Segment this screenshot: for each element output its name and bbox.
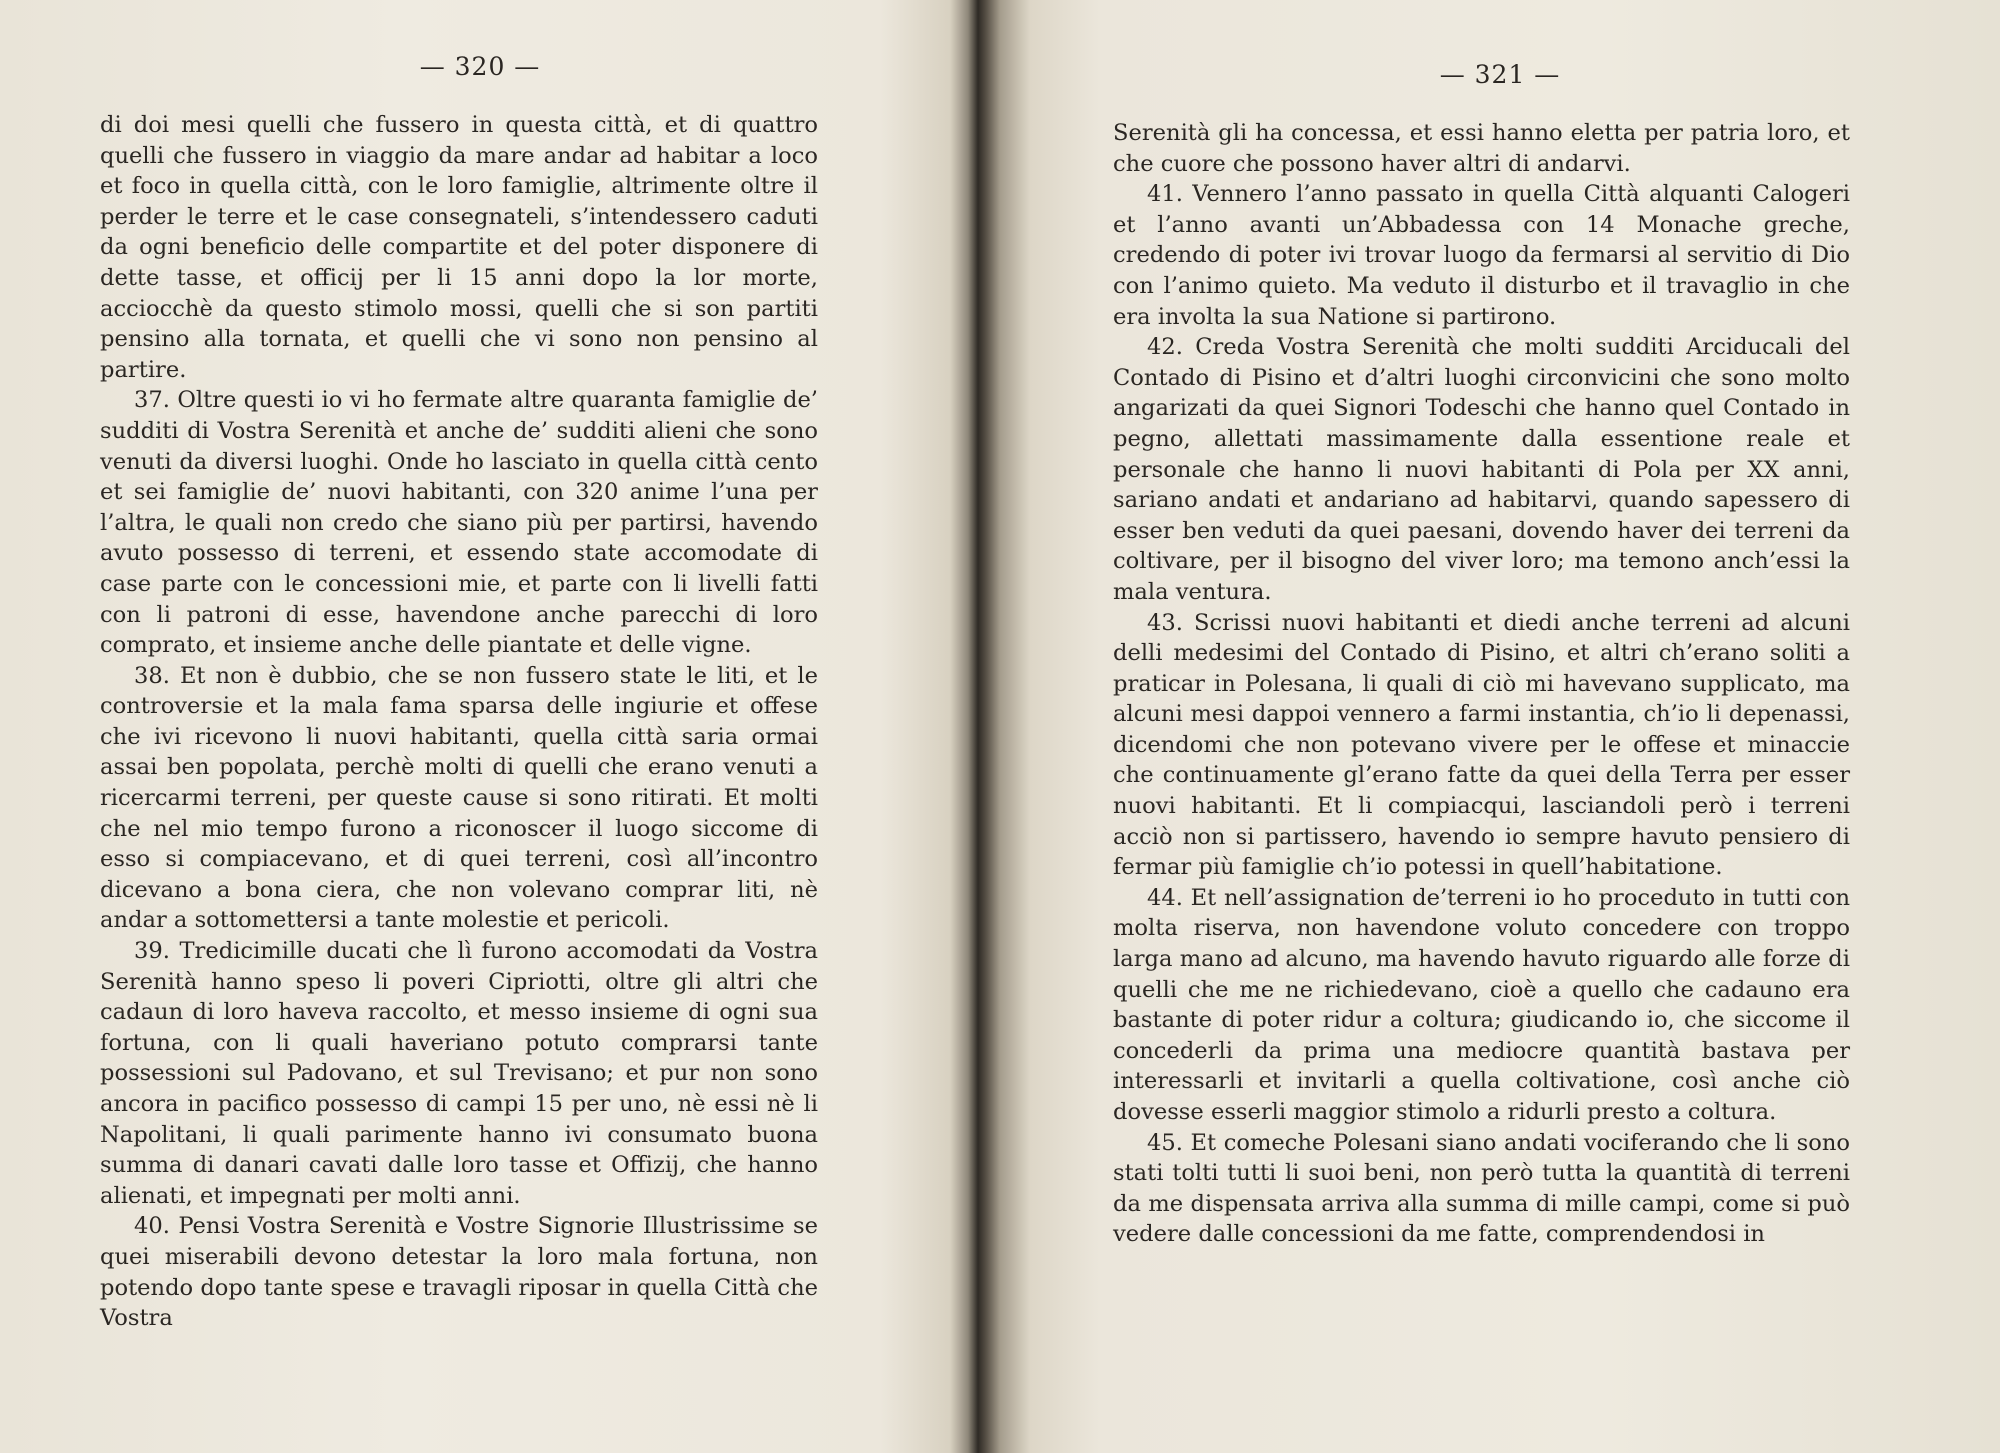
paragraph: 43. Scrissi nuovi habitanti et diedi anche terreni ad alcuni delli medesimi del Contado di Pisino, et altri ch’erano soliti a praticar in Polesana, li quali di ciò mi havevano supplicato, ma alcuni mesi dappoi vennero a farmi instantia, ch’io li depenassi, dicendomi che non potevano vivere per le offese et minaccie che continuamente gl’erano fatte da quei della Terra per esser nuovi habitanti. Et li compiacqui, lasciandoli però i terreni acciò non si partissero, havendo io sempre havuto pensiero di fermar più famiglie ch’io potessi in quell’habitatione. — [1113, 609, 1850, 881]
paragraph: 44. Et nell’assignation de’terreni io ho proceduto in tutti con molta riserva, non havendone voluto concedere con troppo larga mano ad alcuno, ma havendo havuto riguardo alle forze di quelli che me ne richiedevano, cioè a quello che cadauno era bastante di poter ridur a coltura; giudicando io, che siccome il concederli da prima una mediocre quantità bastava per interessarli et invitarli a quella coltivatione, così anche ciò dovesse esserli maggior stimolo a ridurli presto a coltura. — [1113, 884, 1850, 1125]
left-page — [0, 0, 975, 1453]
paragraph: 38. Et non è dubbio, che se non fussero state le liti, et le controversie et la mala fama sparsa delle ingiurie et offese che ivi ricevono li nuovi habitanti, quella città saria ormai assai ben popolata, perchè molti di quelli che erano venuti a ricercarmi terreni, per queste cause si sono ritirati. Et molti che nel mio tempo furono a riconoscer il luogo siccome di esso si compiacevano, et di quei terreni, così all’incontro dicevano a bona ciera, che non volevano comprar liti, nè andar a sottomettersi a tante molestie et pericoli. — [100, 662, 818, 934]
paragraph: 40. Pensi Vostra Serenità e Vostre Signorie Illustrissime se quei miserabili devono detestar la loro mala fortuna, non potendo dopo tante spese e travagli riposar in quella Città che Vostra — [100, 1213, 818, 1332]
paragraph: Serenità gli ha concessa, et essi hanno eletta per patria loro, et che cuore che possono haver altri di andarvi. — [1113, 120, 1850, 177]
page-text — [100, 110, 818, 1334]
page-number: — 320 — — [419, 52, 541, 81]
paragraph: 41. Vennero l’anno passato in quella Città alquanti Calogeri et l’anno avanti un’Abbadessa con 14 Monache greche, credendo di poter ivi trovar luogo da fermarsi al servitio di Dio con l’animo quieto. Ma veduto il disturbo et il travaglio in che era involta la sua Natione si partirono. — [1113, 181, 1850, 330]
page-text — [1113, 118, 1850, 1250]
paragraph: 45. Et comeche Polesani siano andati vociferando che li sono stati tolti tutti li suoi beni, non però tutta la quantità di terreni da me dispensata arriva alla summa di mille campi, come si può vedere dalle concessioni da me fatte, comprendendosi in — [1113, 1129, 1850, 1248]
paragraph: di doi mesi quelli che fussero in questa città, et di quattro quelli che fussero in viaggio da mare andar ad habitar a loco et foco in quella città, con le loro famiglie, altrimente oltre il perder le terre et le case consegnateli, s’intendessero caduti da ogni beneficio delle compartite et del poter disponere di dette tasse, et officij per li 15 anni dopo la lor morte, acciocchè da questo stimolo mossi, quelli che si son partiti pensino alla tornata, et quelli che vi sono non pensino al partire. — [100, 112, 818, 383]
page-number: — 321 — — [1439, 60, 1561, 89]
paragraph: 39. Tredicimille ducati che lì furono accomodati da Vostra Serenità hanno speso li poveri Cipriotti, oltre gli altri che cadaun di loro haveva raccolto, et messo insieme di ogni sua fortuna, con li quali haveriano potuto comprarsi tante possessioni sul Padovano, et sul Trevisano; et pur non sono ancora in pacifico possesso di campi 15 per uno, nè essi nè li Napolitani, li quali parimente hanno ivi consumato buona summa di danari cavati dalle loro tasse et Offizij, che hanno alienati, et impegnati per molti anni. — [100, 938, 818, 1209]
right-page — [975, 0, 2000, 1453]
paragraph: 37. Oltre questi io vi ho fermate altre quaranta famiglie de’ sudditi di Vostra Serenità et anche de’ sudditi alieni che sono venuti da diversi luoghi. Onde ho lasciato in quella città cento et sei famiglie de’ nuovi habitanti, con 320 anime l’una per l’altra, le quali non credo che siano più per partirsi, havendo avuto possesso di terreni, et essendo state accomodate di case parte con le concessioni mie, et parte con li livelli fatti con li patroni di esse, havendone anche parecchi di loro comprato, et insieme anche delle piantate et delle vigne. — [100, 387, 818, 659]
paragraph: 42. Creda Vostra Serenità che molti sudditi Arciducali del Contado di Pisino et d’altri luoghi circonvicini che sono molto angarizati da quei Signori Todeschi che hanno quel Contado in pegno, allettati massimamente dalla essentione reale et personale che hanno li nuovi habitanti di Pola per XX anni, sariano andati et andariano ad habitarvi, quando sapessero di esser ben veduti da quei paesani, dovendo haver dei terreni da coltivare, per il bisogno del viver loro; ma temono anch’essi la mala ventura. — [1113, 334, 1850, 605]
